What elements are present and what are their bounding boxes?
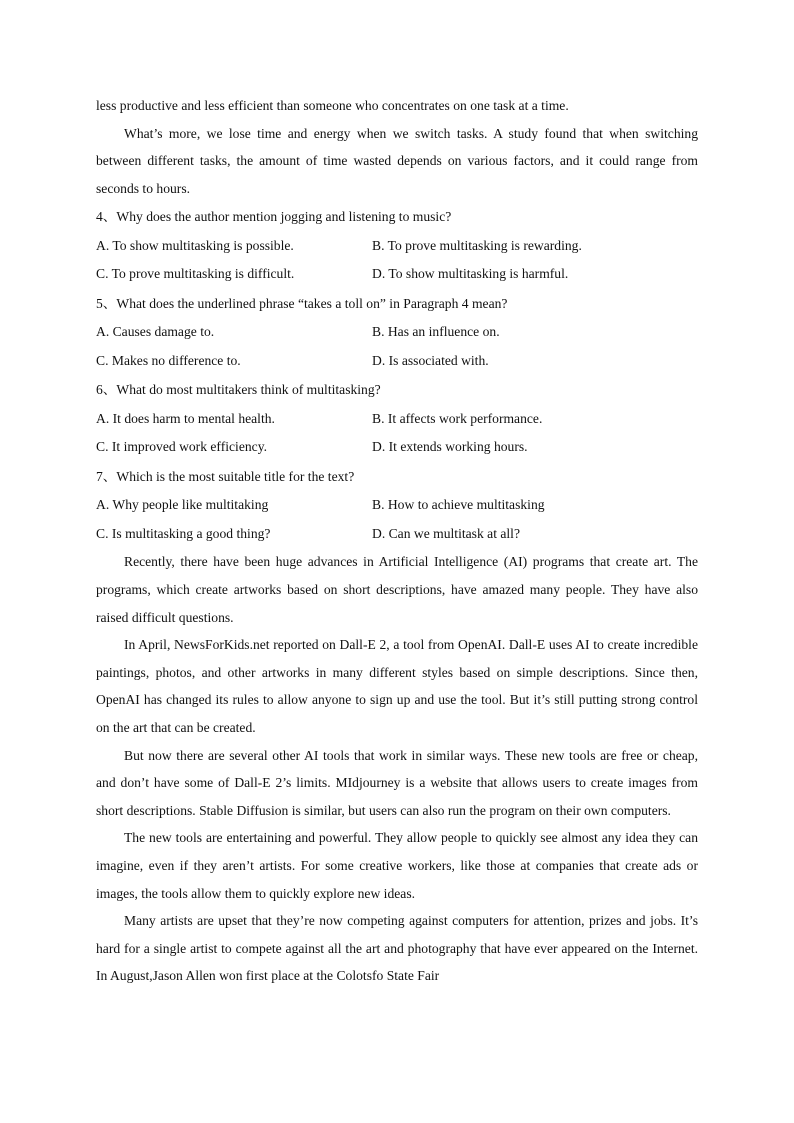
question-stem: 4、Why does the author mention jogging and listening to music? bbox=[96, 209, 452, 225]
question-options bbox=[96, 318, 698, 375]
option-b: B. Has an influence on. bbox=[372, 324, 500, 340]
question-6 bbox=[96, 375, 698, 462]
option-c: C. It improved work efficiency. bbox=[96, 439, 268, 455]
document-page bbox=[96, 92, 698, 990]
question-5 bbox=[96, 289, 698, 376]
question-stem: 5、What does the underlined phrase “takes a toll on” in Paragraph 4 mean? bbox=[96, 295, 508, 311]
option-c: C. Makes no difference to. bbox=[96, 352, 241, 368]
passage-paragraph: What’s more, we lose time and energy when we switch tasks. A study found that when switching between different tasks, the amount of time wasted depends on various factors, and it could range from seconds to hours. bbox=[96, 125, 698, 196]
question-stem: 6、What do most multitakers think of multitasking? bbox=[96, 382, 381, 398]
option-b: B. How to achieve multitasking bbox=[372, 497, 545, 513]
option-c: C. Is multitasking a good thing? bbox=[96, 525, 271, 541]
option-b: B. It affects work performance. bbox=[372, 410, 543, 426]
passage-paragraph: Recently, there have been huge advances in Artificial Intelligence (AI) programs that create art. The programs, which create artworks based on short descriptions, have amazed many people. They have also raised difficult questions. bbox=[96, 554, 698, 625]
passage-tail: less productive and less efficient than someone who concentrates on one task at a time. bbox=[96, 98, 569, 113]
option-d: D. Can we multitask at all? bbox=[372, 525, 520, 541]
question-7 bbox=[96, 462, 698, 549]
option-a: A. Why people like multitaking bbox=[96, 497, 269, 513]
question-options bbox=[96, 232, 698, 289]
option-c: C. To prove multitasking is difficult. bbox=[96, 266, 295, 282]
option-a: A. It does harm to mental health. bbox=[96, 410, 275, 426]
question-4 bbox=[96, 202, 698, 289]
question-options bbox=[96, 405, 698, 462]
passage-paragraph: In April, NewsForKids.net reported on Dall-E 2, a tool from OpenAI. Dall-E uses AI to create incredible paintings, photos, and other artworks in many different styles based on simple descriptions. Since then, OpenAI has changed its rules to allow anyone to sign up and use the tool. But it’s still putting strong control on the art that can be created. bbox=[96, 637, 698, 735]
option-d: D. Is associated with. bbox=[372, 352, 489, 368]
option-d: D. It extends working hours. bbox=[372, 439, 528, 455]
question-stem: 7、Which is the most suitable title for the text? bbox=[96, 468, 355, 484]
passage-paragraph: The new tools are entertaining and powerful. They allow people to quickly see almost any idea they can imagine, even if they aren’t artists. For some creative workers, like those at companies that create ads or images, the tools allow them to quickly explore new ideas. bbox=[96, 830, 698, 901]
option-a: A. To show multitasking is possible. bbox=[96, 237, 294, 253]
option-b: B. To prove multitasking is rewarding. bbox=[372, 237, 582, 253]
passage-paragraph: Many artists are upset that they’re now competing against computers for attention, prizes and jobs. It’s hard for a single artist to compete against all the art and photography that have ever appeared on the Internet. In August,Jason Allen won first place at the Colotsfo State Fair bbox=[96, 913, 698, 984]
option-a: A. Causes damage to. bbox=[96, 324, 215, 340]
question-options bbox=[96, 491, 698, 548]
passage-paragraph: But now there are several other AI tools that work in similar ways. These new tools are free or cheap, and don’t have some of Dall-E 2’s limits. MIdjourney is a website that allows users to create images from short descriptions. Stable Diffusion is similar, but users can also run the program on their own computers. bbox=[96, 747, 698, 818]
option-d: D. To show multitasking is harmful. bbox=[372, 266, 569, 282]
